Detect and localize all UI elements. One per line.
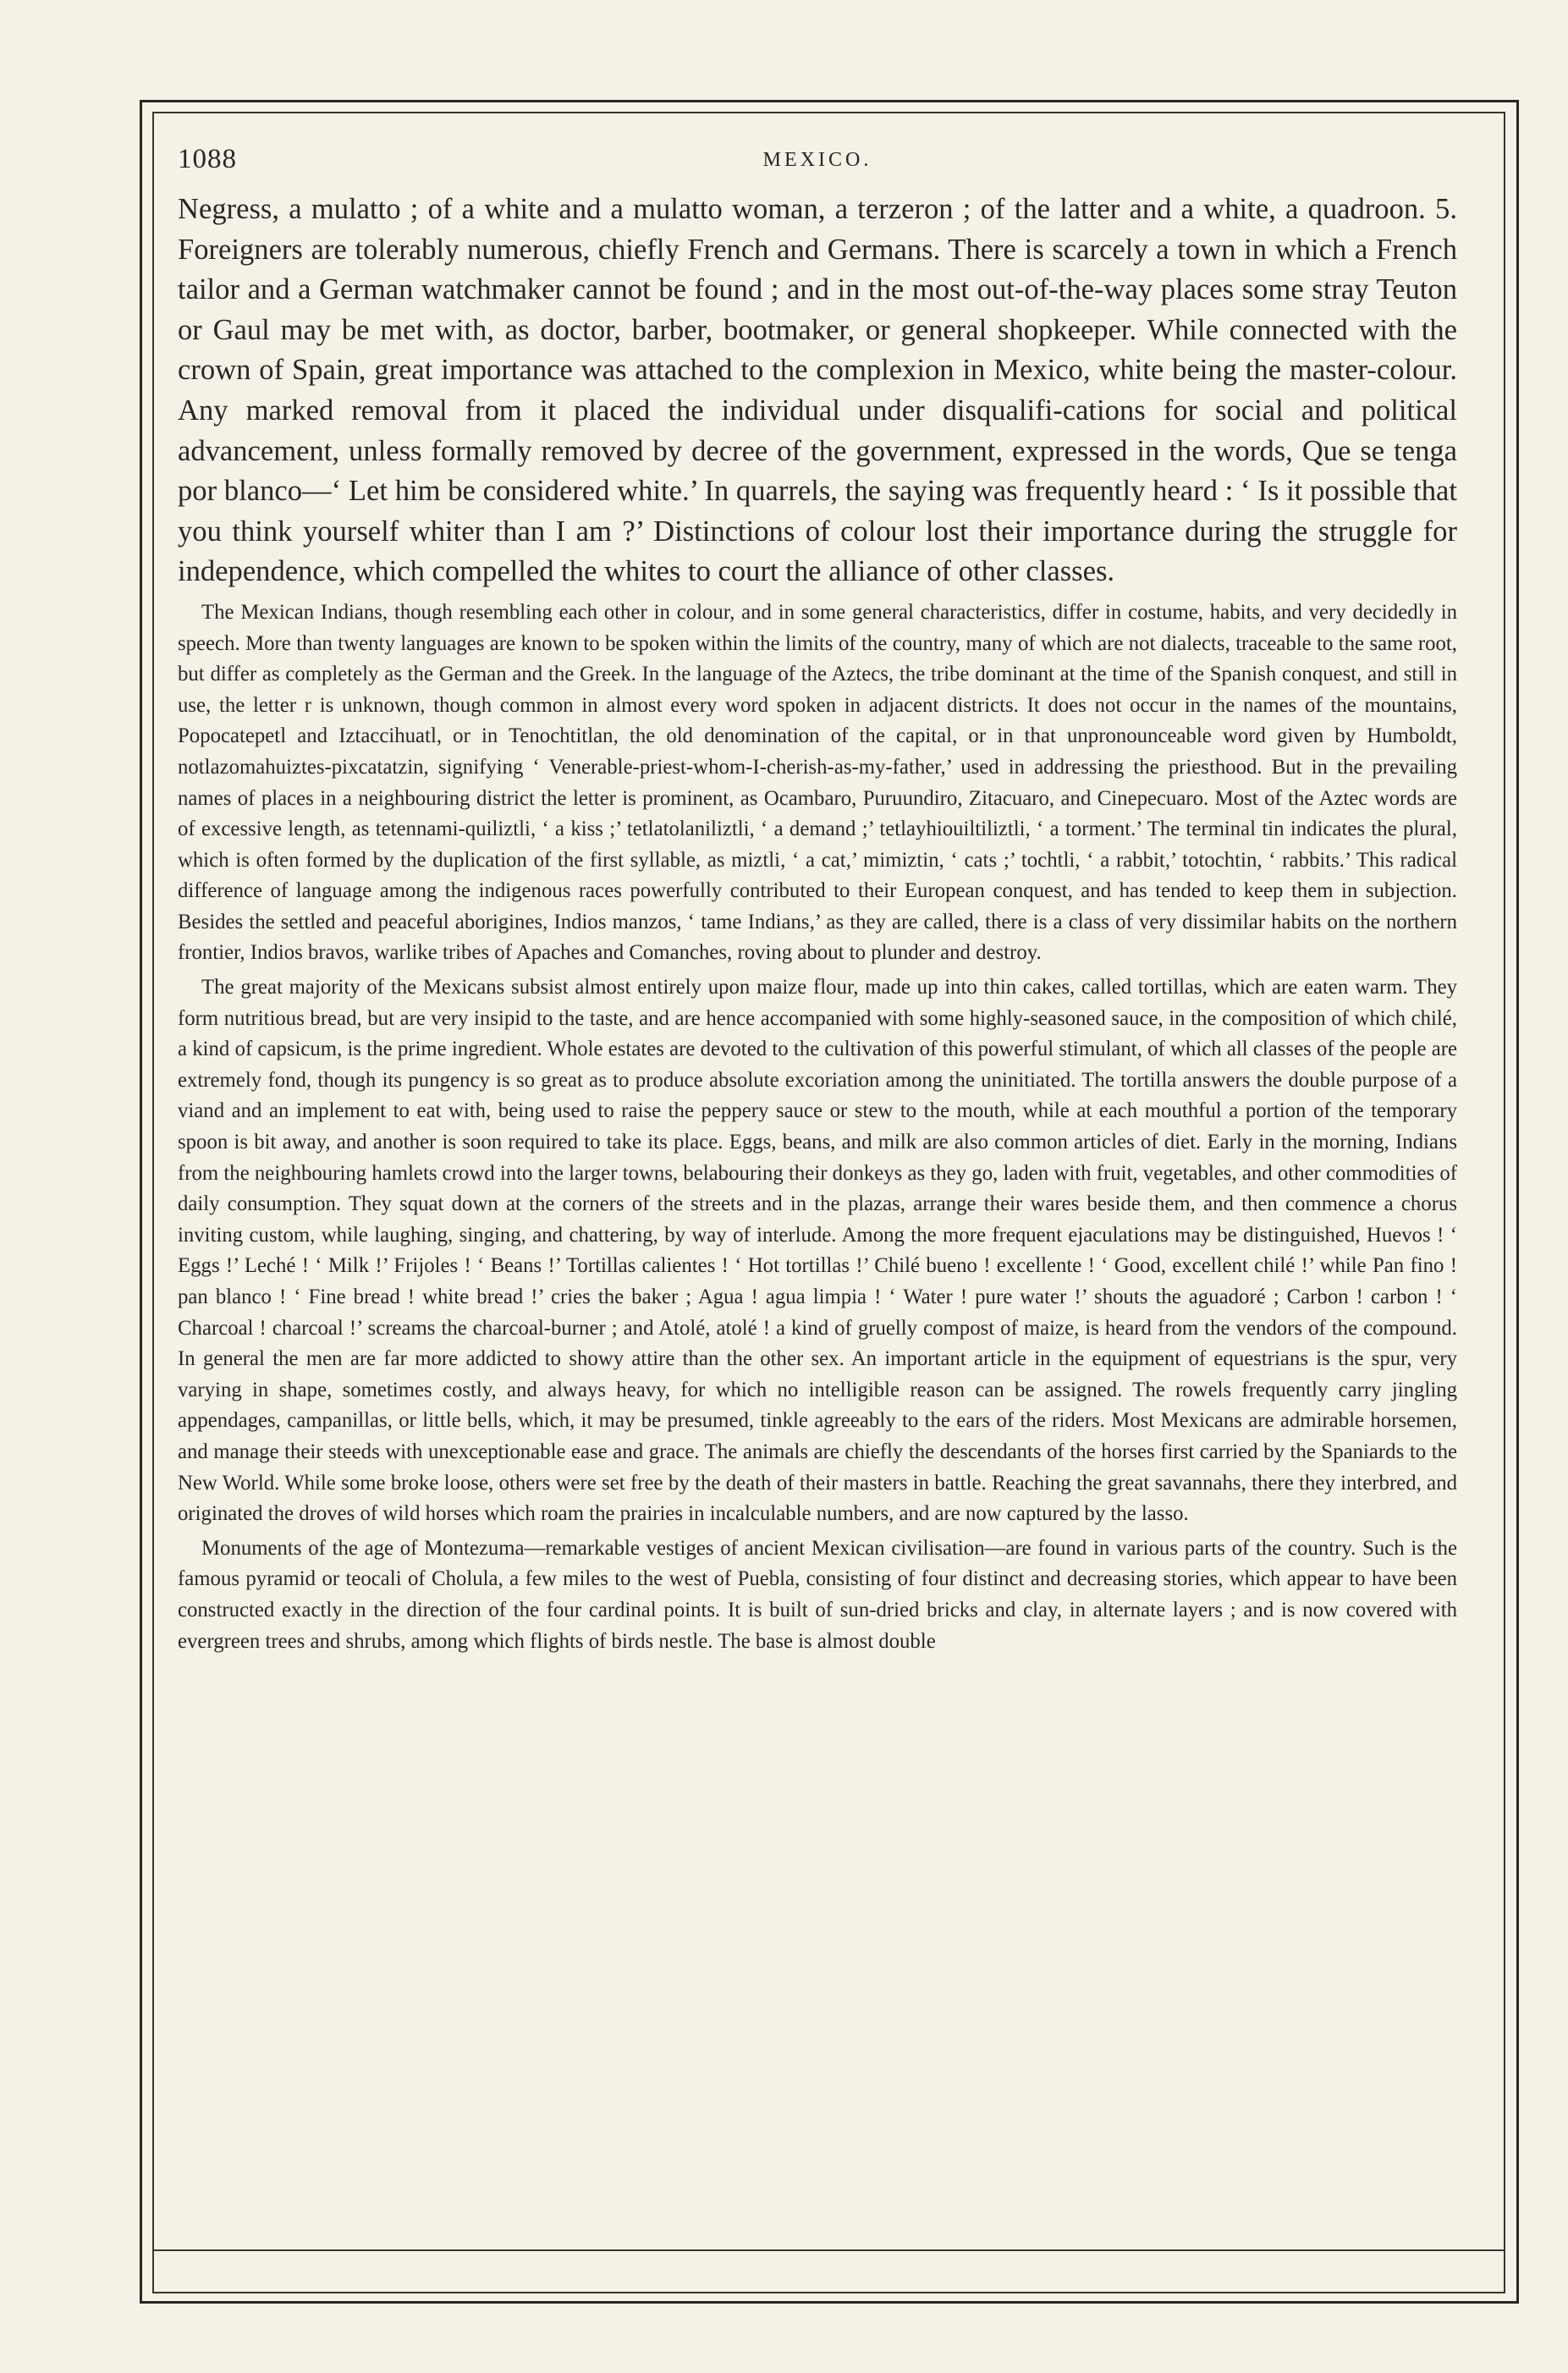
bottom-rule [152,2249,1505,2251]
page-content [178,144,1457,2234]
paragraph-indian-languages: The Mexican Indians, though resembling each other in colour, and in some general characteristics, differ in costume, habits, and very decidedly in speech. More than twenty languages are known to be spoken within the limits of the country, many of which are not dialects, traceable to the same root, but differ as completely as the German and the Greek. In the language of the Aztecs, the tribe dominant at the time of the Spanish conquest, and still in use, the letter r is unknown, though common in almost every word spoken in adjacent districts. It does not occur in the names of the mountains, Popocatepetl and Iztaccihuatl, or in Tenochtitlan, the old denomination of the capital, or in that unpronounceable word given by Humboldt, notlazomahuiztes-pixcatatzin, signifying ‘ Venerable-priest-whom-I-cherish-as-my-father,’ used in addressing the priesthood. But in the prevailing names of places in a neighbouring district the letter is prominent, as Ocambaro, Puruundiro, Zitacuaro, and Cinepecuaro. Most of the Aztec words are of excessive length, as tetennami-quiliztli, ‘ a kiss ;’ tetlatolaniliztli, ‘ a demand ;’ tetlayhiouiltiliztli, ‘ a torment.’ The terminal tin indicates the plural, which is often formed by the duplication of the first syllable, as miztli, ‘ a cat,’ mimiztin, ‘ cats ;’ tochtli, ‘ a rabbit,’ totochtin, ‘ rabbits.’ This radical difference of language among the indigenous races powerfully contributed to their European conquest, and has tended to keep them in subjection. Besides the settled and peaceful aborigines, Indios manzos, ‘ tame Indians,’ as they are called, there is a class of very dissimilar habits on the northern frontier, Indios bravos, warlike tribes of Apaches and Comanches, roving about to plunder and destroy. [178,600,1457,965]
running-head: MEXICO. [762,149,872,171]
lead-paragraph: Negress, a mulatto ; of a white and a mulatto woman, a terzeron ; of the latter and a white, a quadroon. 5. Foreigners are tolerably numerous, chiefly French and Germans. There is scarcely a town in which a French tailor and a German watchmaker cannot be found ; and in the most out-of-the-way places some stray Teuton or Gaul may be met with, as doctor, barber, bootmaker, or general shopkeeper. While connected with the crown of Spain, great importance was attached to the complexion in Mexico, white being the master-colour. Any marked removal from it placed the individual under disqualifi-cations for social and political advancement, unless formally removed by decree of the government, expressed in the words, Que se tenga por blanco—‘ Let him be considered white.’ In quarrels, the saying was frequently heard : ‘ Is it possible that you think yourself whiter than I am ?’ Distinctions of colour lost their importance during the struggle for independence, which compelled the whites to court the alliance of other classes. [178,193,1457,588]
page-number: 1088 [178,144,237,174]
paragraph-food-and-customs: The great majority of the Mexicans subsist almost entirely upon maize flour, made up into thin cakes, called tortillas, which are eaten warm. They form nutritious bread, but are very insipid to the taste, and are hence accompanied with some highly-seasoned sauce, in the composition of which chilé, a kind of capsicum, is the prime ingredient. Whole estates are devoted to the cultivation of this powerful stimulant, of which all classes of the people are extremely fond, though its pungency is so great as to produce absolute excoriation among the uninitiated. The tortilla answers the double purpose of a viand and an implement to eat with, being used to raise the peppery sauce or stew to the mouth, while at each mouthful a portion of the temporary spoon is bit away, and another is soon required to take its place. Eggs, beans, and milk are also common articles of diet. Early in the morning, Indians from the neighbouring hamlets crowd into the larger towns, belabouring their donkeys as they go, laden with fruit, vegetables, and other commodities of daily consumption. They squat down at the corners of the streets and in the plazas, arrange their wares beside them, and then commence a chorus inviting custom, while laughing, singing, and chattering, by way of interlude. Among the more frequent ejaculations may be distinguished, Huevos ! ‘ Eggs !’ Leché ! ‘ Milk !’ Frijoles ! ‘ Beans !’ Tortillas calientes ! ‘ Hot tortillas !’ Chilé bueno ! excellente ! ‘ Good, excellent chilé !’ while Pan fino ! pan blanco ! ‘ Fine bread ! white bread !’ cries the baker ; Agua ! agua limpia ! ‘ Water ! pure water !’ shouts the aguadoré ; Carbon ! carbon ! ‘ Charcoal ! charcoal !’ screams the charcoal-burner ; and Atolé, atolé ! a kind of gruelly compost of maize, is heard from the vendors of the compound. In general the men are far more addicted to showy attire than the other sex. An important article in the equipment of equestrians is the spur, very varying in shape, sometimes costly, and always heavy, for which no intelligible reason can be assigned. The rowels frequently carry jingling appendages, campanillas, or little bells, which, it may be presumed, tinkle agreeably to the ears of the riders. Most Mexicans are admirable horsemen, and manage their steeds with unexceptionable ease and grace. The animals are chiefly the descendants of the horses first carried by the Spaniards to the New World. While some broke loose, others were set free by the death of their masters in battle. Reaching the great savannahs, there they interbred, and originated the droves of wild horses which roam the prairies in incalculable numbers, and are now captured by the lasso. [178,976,1457,1526]
paragraph-monuments: Monuments of the age of Montezuma—remarkable vestiges of ancient Mexican civilisation—are found in various parts of the country. Such is the famous pyramid or teocali of Cholula, a few miles to the west of Puebla, consisting of four distinct and decreasing stories, which appear to have been constructed exactly in the direction of the four cardinal points. It is built of sun-dried bricks and clay, in alternate layers ; and is now covered with evergreen trees and shrubs, among which flights of birds nestle. The base is almost double [178,1536,1457,1653]
page-header [178,144,1457,181]
